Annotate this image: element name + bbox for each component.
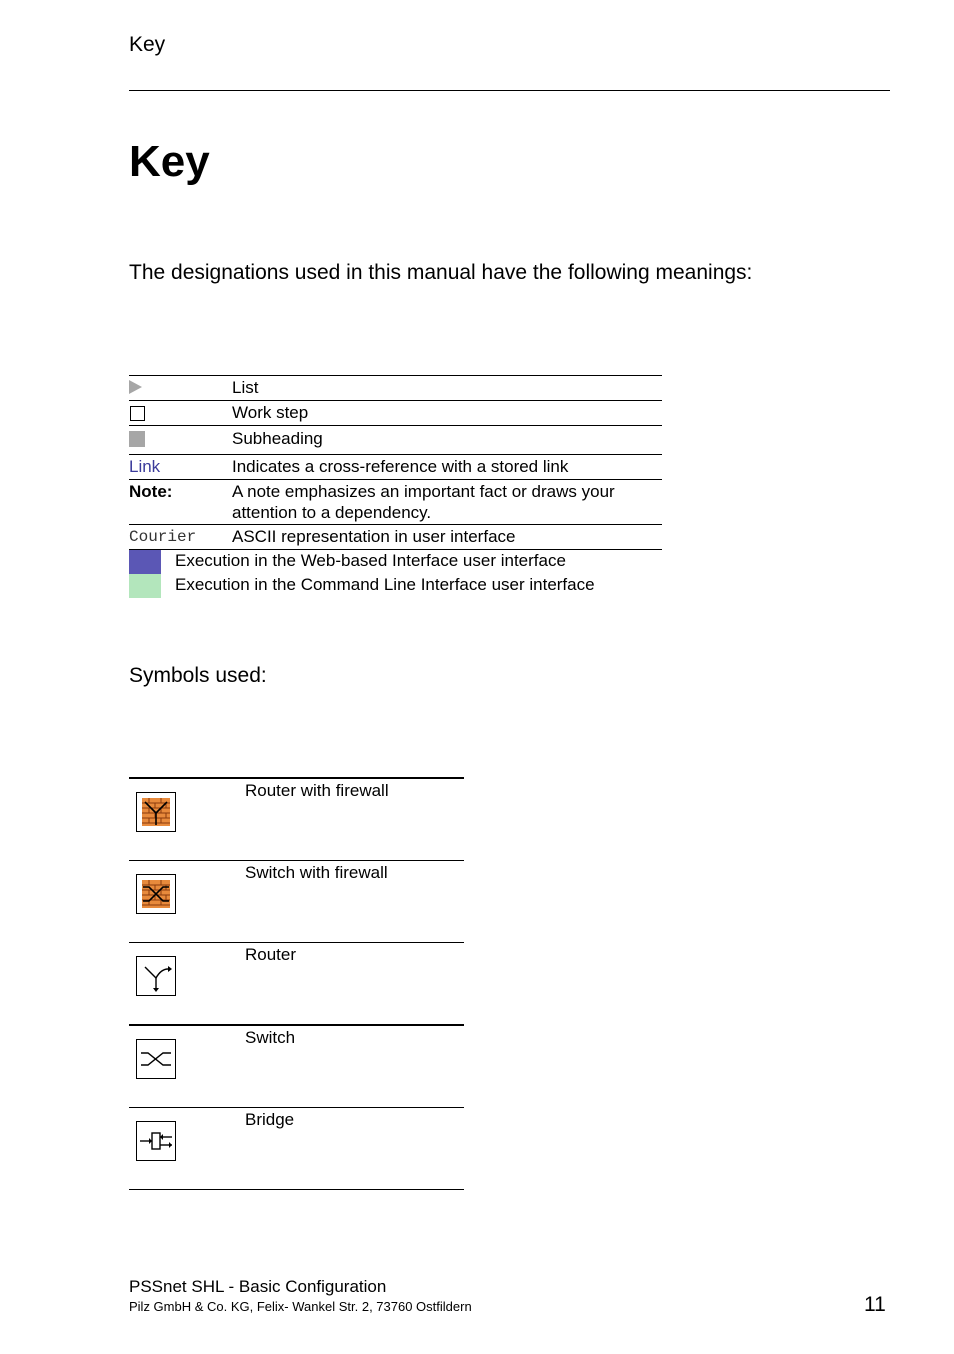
key-row <box>129 400 662 425</box>
cli-interface-swatch <box>129 574 161 598</box>
router-firewall-icon <box>136 792 176 832</box>
key-desc: ASCII representation in user interface <box>232 527 516 546</box>
key-desc: List <box>232 378 259 397</box>
triangle-bullet-icon <box>129 380 142 394</box>
note-label: Note: <box>129 482 173 501</box>
symbol-row <box>129 860 464 942</box>
footer-title: PSSnet SHL - Basic Configuration <box>129 1277 387 1296</box>
key-desc: Subheading <box>232 429 323 448</box>
symbols-heading: Symbols used: <box>129 664 267 687</box>
symbol-row <box>129 1024 464 1107</box>
symbol-label: Bridge <box>245 1110 295 1129</box>
bridge-icon <box>136 1121 176 1161</box>
symbol-label: Router with firewall <box>245 781 389 800</box>
symbol-row <box>129 777 464 860</box>
page-title: Key <box>129 137 210 186</box>
symbol-label: Router <box>245 945 297 964</box>
key-row <box>129 524 662 550</box>
running-header: Key <box>129 33 166 56</box>
symbol-label: Switch with firewall <box>245 863 388 882</box>
switch-firewall-icon <box>136 874 176 914</box>
web-interface-swatch <box>129 550 161 574</box>
switch-icon <box>136 1039 176 1079</box>
key-desc: Indicates a cross-reference with a stored link <box>232 457 569 476</box>
header-divider <box>129 90 890 91</box>
key-row <box>129 375 662 400</box>
page-number: 11 <box>864 1293 886 1316</box>
intro-paragraph: The designations used in this manual have the following meanings: <box>129 261 753 284</box>
key-desc: Work step <box>232 403 309 422</box>
symbols-table <box>129 777 464 1190</box>
key-desc: A note emphasizes an important fact or draws your attention to a dependency. <box>232 482 615 522</box>
empty-square-icon <box>130 406 145 421</box>
key-table <box>129 375 662 598</box>
swatch-desc: Execution in the Command Line Interface user interface <box>175 575 595 594</box>
router-icon <box>136 956 176 996</box>
footer-address: Pilz GmbH & Co. KG, Felix- Wankel Str. 2, 73760 Ostfildern <box>129 1299 472 1314</box>
key-row <box>129 454 662 479</box>
key-row <box>129 425 662 454</box>
symbol-row <box>129 942 464 1024</box>
swatch-row <box>129 550 662 574</box>
grey-square-icon <box>129 431 145 447</box>
courier-example: Courier <box>129 528 197 546</box>
swatch-row <box>129 574 662 598</box>
key-row <box>129 479 662 524</box>
symbol-row <box>129 1107 464 1190</box>
symbol-label: Switch <box>245 1028 296 1047</box>
swatch-desc: Execution in the Web-based Interface user interface <box>175 551 566 570</box>
link-example[interactable]: Link <box>129 457 161 476</box>
